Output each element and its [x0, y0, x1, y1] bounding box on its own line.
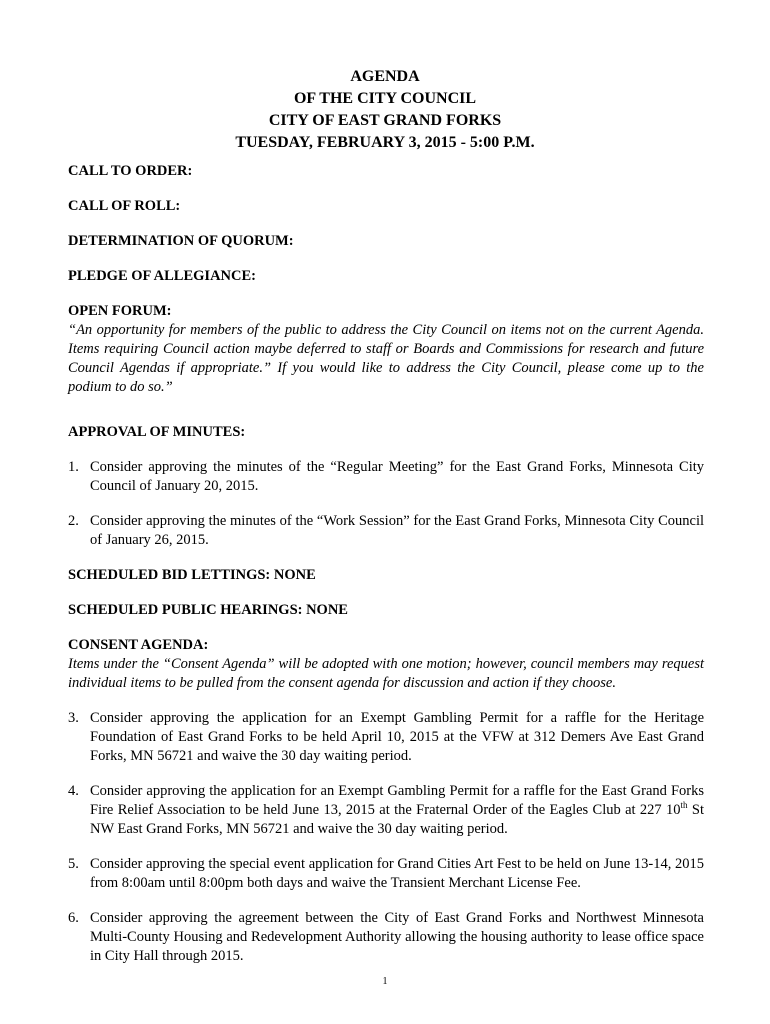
item-text-part: Consider approving the application for an Exempt Gambling Permit for a raffle for the East Grand Forks Fire Relief Association to be held June 13, 2015 at the Fraternal Order of the Eagles Club at 227 10	[90, 783, 704, 818]
heading-public-hearings: SCHEDULED PUBLIC HEARINGS: NONE	[68, 602, 348, 618]
ordinal-suffix: th	[680, 800, 688, 811]
heading-open-forum: OPEN FORUM:	[68, 303, 172, 319]
title-line-3: CITY OF EAST GRAND FORKS	[268, 112, 502, 129]
agenda-item-1	[68, 458, 704, 496]
heading-consent-agenda: CONSENT AGENDA:	[68, 637, 209, 653]
consent-agenda-note: Items under the “Consent Agenda” will be adopted with one motion; however, council members may request individual items to be pulled from the consent agenda for discussion and action if they choose.	[68, 656, 704, 691]
heading-call-of-roll: CALL OF ROLL:	[68, 198, 181, 214]
page-number: 1	[382, 976, 388, 987]
agenda-body	[68, 162, 704, 966]
agenda-item-5	[68, 855, 704, 893]
title-line-2: OF THE CITY COUNCIL	[293, 90, 477, 107]
item-number: 4.	[68, 783, 79, 799]
item-text: Consider approving the special event application for Grand Cities Art Fest to be held on June 13-14, 2015 from 8:00am until 8:00pm both days and waive the Transient Merchant License Fee.	[90, 856, 704, 891]
item-text: Consider approving the agreement between the City of East Grand Forks and Northwest Minnesota Multi-County Housing and Redevelopment Authority allowing the housing authority to lease office space in City Hall through 2015.	[90, 910, 704, 964]
agenda-item-3	[68, 709, 704, 766]
title-line-4: TUESDAY, FEBRUARY 3, 2015 - 5:00 P.M.	[235, 134, 535, 151]
item-number: 3.	[68, 710, 79, 726]
item-text: Consider approving the minutes of the “Work Session” for the East Grand Forks, Minnesota City Council of January 26, 2015.	[90, 513, 704, 548]
item-number: 2.	[68, 513, 79, 529]
agenda-title	[0, 66, 770, 154]
item-text-part: St NW East Grand Forks, MN 56721 and waive the 30 day waiting period.	[90, 802, 704, 837]
agenda-item-4	[68, 782, 704, 839]
heading-approval-minutes: APPROVAL OF MINUTES:	[68, 424, 246, 440]
item-number: 5.	[68, 856, 79, 872]
title-line-1: AGENDA	[350, 68, 420, 85]
heading-quorum: DETERMINATION OF QUORUM:	[68, 233, 294, 249]
heading-bid-lettings: SCHEDULED BID LETTINGS: NONE	[68, 567, 316, 583]
item-number: 1.	[68, 459, 79, 475]
open-forum-note: “An opportunity for members of the public to address the City Council on items not on the current Agenda. Items requiring Council action maybe deferred to staff or Boards and Commissions for research and future Council Agendas if appropriate.” If you would like to address the City Council, please come up to the podium to do so.”	[68, 322, 704, 395]
item-number: 6.	[68, 910, 79, 926]
agenda-item-6	[68, 909, 704, 966]
agenda-item-2	[68, 512, 704, 550]
item-text	[90, 782, 704, 839]
item-text: Consider approving the application for an Exempt Gambling Permit for a raffle for the Heritage Foundation of East Grand Forks to be held April 10, 2015 at the VFW at 312 Demers Ave East Grand Forks, MN 56721 and waive the 30 day waiting period.	[90, 710, 704, 764]
item-text: Consider approving the minutes of the “Regular Meeting” for the East Grand Forks, Minnesota City Council of January 20, 2015.	[90, 459, 704, 494]
heading-call-to-order: CALL TO ORDER:	[68, 163, 193, 179]
heading-pledge: PLEDGE OF ALLEGIANCE:	[68, 268, 256, 284]
